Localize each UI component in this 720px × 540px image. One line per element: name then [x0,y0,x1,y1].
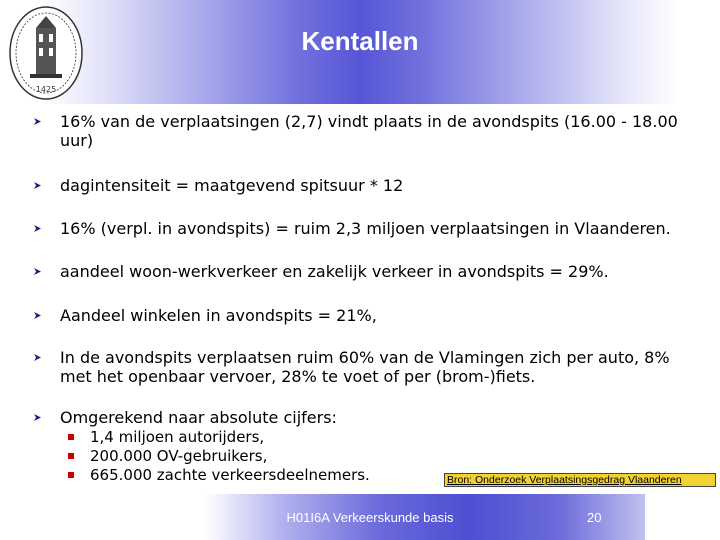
square-bullet-icon [68,453,74,459]
logo-year: 1425 [35,85,57,94]
sub-bullet-text: 665.000 zachte verkeersdeelnemers. [90,466,370,484]
bullet-arrow-icon [34,268,41,275]
bullet-arrow-icon [34,312,41,319]
bullet-text: 16% (verpl. in avondspits) = ruim 2,3 miljoen verplaatsingen in Vlaanderen. [60,219,671,238]
title-banner [0,0,720,104]
slide-title: Kentallen [301,26,419,56]
bullet-text: dagintensiteit = maatgevend spitsuur * 12 [60,176,404,195]
bullet-text: aandeel woon-werkverkeer en zakelijk verkeer in avondspits = 29%. [60,262,609,281]
source-note: Bron: Onderzoek Verplaatsingsgedrag Vlaanderen [444,473,716,487]
bullet-arrow-icon [34,118,41,125]
sub-bullet-text: 200.000 OV-gebruikers, [90,447,268,465]
sub-bullet-text: 1,4 miljoen autorijders, [90,428,265,446]
bullet-text: Omgerekend naar absolute cijfers: [60,408,337,427]
bullet-text: 16% van de verplaatsingen (2,7) vindt plaats in de avondspits (16.00 - 18.00 uur) [60,112,678,150]
course-name: H01I6A Verkeerskunde basis [286,510,454,525]
bullet-arrow-icon [34,354,41,361]
bullet-arrow-icon [34,414,41,421]
page-number: 20 [587,510,602,525]
bullet-arrow-icon [34,182,41,189]
bullet-arrow-icon [34,225,41,232]
footer-bar [205,494,645,540]
bullet-text: In de avondspits verplaatsen ruim 60% van de Vlamingen zich per auto, 8% met het openbaar vervoer, 28% te voet of per (brom-)fiets. [60,348,670,386]
square-bullet-icon [68,434,74,440]
bullet-text: Aandeel winkelen in avondspits = 21%, [60,306,377,325]
square-bullet-icon [68,472,74,478]
